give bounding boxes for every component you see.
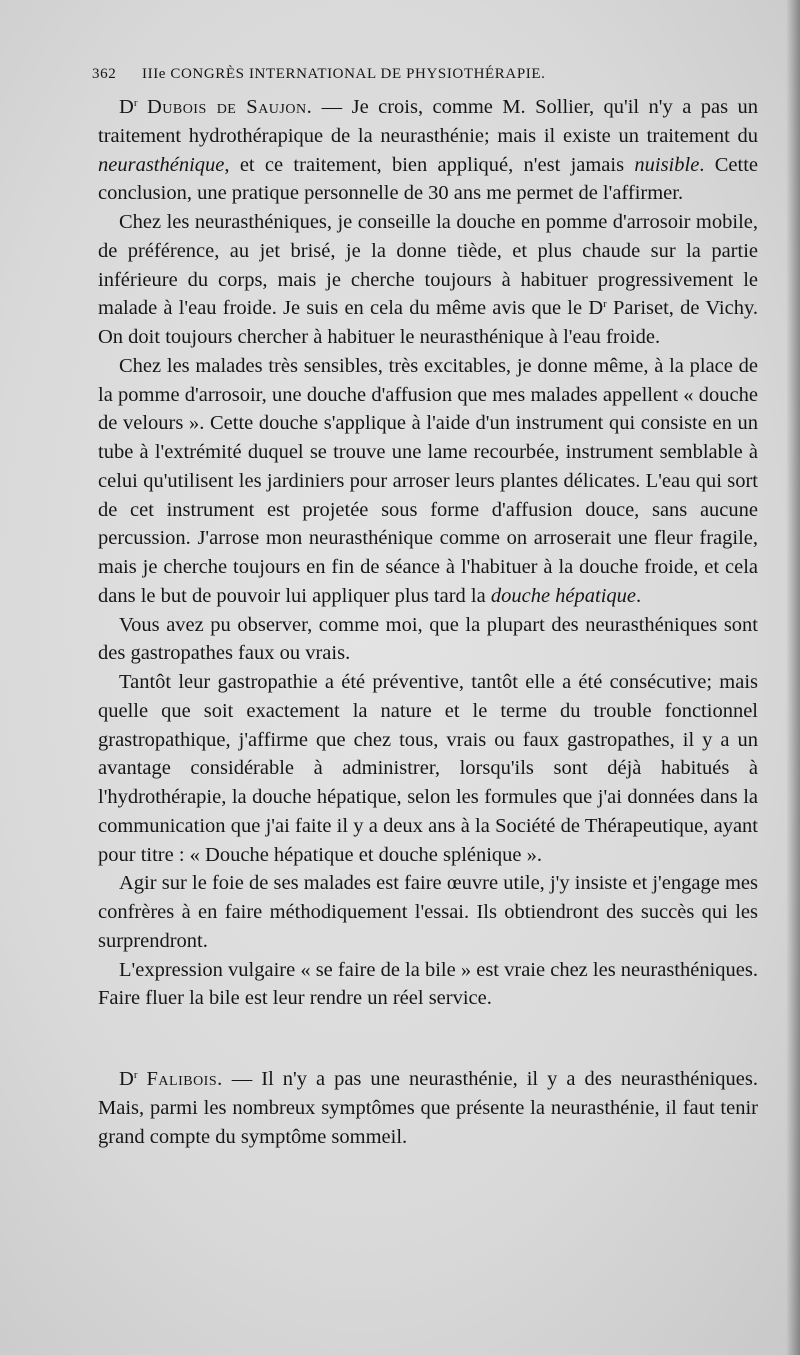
- running-title: IIIe CONGRÈS INTERNATIONAL DE PHYSIOTHÉRAPIE.: [142, 66, 546, 82]
- paragraph-douche-pomme: Chez les neurasthéniques, je conseille la douche en pomme d'arrosoir mobile, de préférence, au jet brisé, je la donne tiède, et plus chaude sur la partie inférieure du corps, mais je cherche toujours à habituer progressivement le malade à l'eau froide. Je suis en cela du même avis que le $D^r$ Pariset, de Vichy. On doit toujours chercher à habituer le neurasthénique à l'eau froide.: [98, 211, 759, 348]
- paragraph-gastropathie: Tantôt leur gastropathie a été préventive, tantôt elle a été consécutive; mais quelle que soit exactement la nature et le terme du trouble fonctionnel grastropathique, j'affirme que chez tous, vrais ou faux gastropathes, il y a un avantage considérable à administrer, lorsqu'ils sont déjà habitués à l'hydrothérapie, la douche hépatique, selon les formules que j'ai données dans la communication que j'ai faite il y a deux ans à la Société de Thérapeutique, ayant pour titre : « Douche hépatique et douche splénique ».: [98, 671, 758, 866]
- paragraph-foie: Agir sur le foie de ses malades est faire œuvre utile, j'y insiste et j'engage mes confrères à en faire méthodiquement l'essai. Ils obtiendront des succès qui les surprendront.: [98, 872, 758, 952]
- text-body: [98, 93, 758, 1151]
- speaker-title: $D^r$: [119, 1068, 138, 1090]
- paragraph-dubois-intro: $D^r$ Dubois de Saujon. — Je crois, comme M. Sollier, qu'il n'y a pas un traitement hydrothérapique de la neurasthénie; mais il existe un traitement du neurasthénique, et ce traitement, bien appliqué, n'est jamais nuisible. Cette conclusion, une pratique personnelle de 30 ans me permet de l'affirmer.: [98, 96, 759, 205]
- speaker-name: Falibois.: [146, 1068, 223, 1090]
- paragraph-douche-velours: Chez les malades très sensibles, très excitables, je donne même, à la place de la pomme d'arrosoir, une douche d'affusion que mes malades appellent « douche de velours ». Cette douche s'applique à l'aide d'un instrument qui consiste en un tube à l'extrémité duquel se trouve une lame recourbée, instrument semblable à celui qu'utilisent les jardiniers pour arroser leurs plantes délicates. L'eau qui sort de cet instrument est projetée sous forme d'affusion douce, sans aucune percussion. J'arrose mon neurasthénique comme on arroserait une fleur fragile, mais je cherche toujours en fin de séance à l'habituer à la douche froide, et cela dans le but de pouvoir lui appliquer plus tard la douche hépatique.: [98, 354, 758, 607]
- speaker-name: Dubois de Saujon.: [146, 96, 313, 118]
- paragraph-bile: L'expression vulgaire « se faire de la bile » est vraie chez les neurasthéniques. Faire fluer la bile est leur rendre un réel service.: [98, 958, 758, 1010]
- running-header: [92, 66, 652, 83]
- paragraph-falibois: $D^r$ Falibois. — Il n'y a pas une neurasthénie, il y a des neurasthéniques. Mais, parmi les nombreux symptômes que présente la neurasthénie, il faut tenir grand compte du symptôme sommeil.: [98, 1068, 759, 1148]
- paragraph-gastropathes: Vous avez pu observer, comme moi, que la plupart des neurasthéniques sont des gastropathes faux ou vrais.: [98, 613, 758, 665]
- speaker-title: $D^r$: [119, 96, 138, 118]
- page-number: 362: [92, 66, 117, 82]
